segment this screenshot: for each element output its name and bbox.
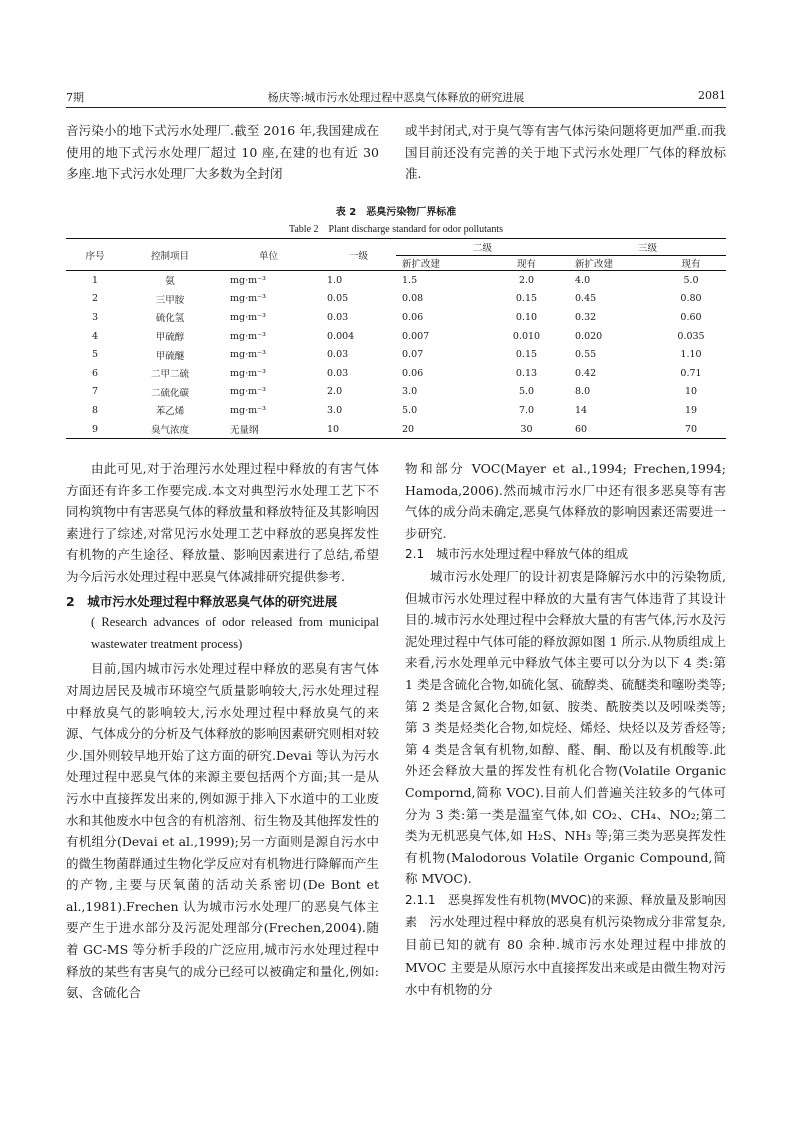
table-row [66,290,726,309]
subsubsection-title: 2.1.1 恶臭挥发性有机物(MVOC)的来源、释放量及影响因素 [405,892,726,930]
table-cell: 4 [91,330,99,342]
table-cell: 9 [66,420,124,439]
table-cell: 0.020 [575,330,603,342]
header-no: 序号 [66,239,124,271]
table-cell: 0.10 [515,311,538,323]
table-cell: 0.13 [515,367,538,379]
paragraph: 或半封闭式,对于臭气等有害气体污染问题将更加严重.而我国目前还没有完善的关于地下式污水处理厂气体的释放标准. [405,123,726,182]
top-right-text [405,120,726,185]
table-cell: mg·m⁻³ [230,386,266,398]
table-cell: 0.03 [327,311,349,323]
table-cell: 5 [91,349,99,361]
table-cell: 5.0 [402,404,418,416]
table-cell: 甲硫醚 [155,350,185,362]
table-cell: 3.0 [327,404,343,416]
paragraph: 由此可见,对于治理污水处理过程中释放的有害气体方面还有许多工作要完成.本文对典型污水处理工艺下不同构筑物中有害恶臭气体的释放量和释放特征及其影响因素进行了综述,对常见污水处理工艺中释放的恶臭挥发性有机物的产生途径、释放量、影响因素进行了总结,希望为今后污水处理过程中恶臭气体减排研究提供参考. [66,461,379,584]
table-cell: 0.03 [327,367,349,379]
table-cell: 20 [396,420,484,439]
page-number: 2081 [698,89,726,102]
table-cell: 8.0 [575,386,591,398]
table-cell: mg·m⁻³ [230,367,266,379]
table-cell: 氨 [165,276,175,288]
table-cell: 0.07 [402,349,424,361]
header-grade3-existing: 现有 [656,256,726,271]
paragraph: 音污染小的地下式污水处理厂.截至 2016 年,我国建成在使用的地下式污水处理厂超过 10 座,在建的也有近 30 多座.地下式污水处理厂大多数为全封闭 [66,123,379,182]
table-cell: 2.0 [518,274,535,286]
table-cell: 无量纲 [216,420,321,439]
running-title: 杨庆等:城市污水处理过程中恶臭气体释放的研究进展 [267,91,525,104]
table-cell: 10 [321,420,396,439]
table-cell: 4.0 [575,274,591,286]
table-cell: 0.15 [515,349,538,361]
table-cell: mg·m⁻³ [230,293,266,305]
table-cell: mg·m⁻³ [230,311,266,323]
table-cell: 6 [91,367,99,379]
table-cell: 0.035 [677,330,705,342]
table-cell: 0.71 [680,367,702,379]
table-row [66,345,726,364]
table-cell: 0.45 [575,293,597,305]
table-cell: 1 [91,274,99,286]
header-unit: 单位 [216,239,321,271]
table-cell: 苯乙烯 [155,406,185,418]
table-row [66,401,726,420]
header-grade2: 二级 [396,239,569,256]
table-cell: 14 [575,404,588,416]
top-left-text [66,120,379,185]
table-row [66,364,726,383]
header-item: 控制项目 [124,239,216,271]
table-cell: 3.0 [402,386,418,398]
table-caption-cn: 表 2 恶臭污染物厂界标准 [335,207,457,218]
table-cell: 0.80 [680,293,702,305]
table-cell: 2 [91,293,99,305]
table-cell: 1.0 [327,274,343,286]
table-cell: 0.007 [402,330,430,342]
table-cell: 30 [484,420,569,439]
table-cell: 甲硫醇 [155,332,185,344]
table-cell: 8 [91,404,99,416]
table-cell: 硫化氢 [155,313,185,325]
table-cell: 臭气浓度 [124,420,216,439]
table-cell: 0.06 [402,311,424,323]
table-cell: 5.0 [518,386,535,398]
header-grade3-new: 新扩改建 [569,256,656,271]
table-cell: 7.0 [518,404,535,416]
table-cell: 70 [656,420,726,439]
right-column [405,458,726,1002]
header-grade3: 三级 [569,239,726,256]
paragraph: 城市污水处理厂的设计初衷是降解污水中的污染物质,但城市污水处理过程中释放的大量有害气体违背了其设计目的.城市污水处理过程中会释放大量的有害气体,污水及污泥处理过程中气体可能的释放源如图 1 所示.从物质组成上来看,污水处理单元中释放气体主要可以分为以下 4 类:第 1 类是含硫化合物,如硫化氢、硫醇类、硫醚类和噻吩类等;第 2 类是含氮化合物,如氨、胺类、酰胺类以及吲哚类等;第 3 类是烃类化合物,如烷烃、烯烃、炔烃以及芳香烃等;第 4 类是含氧有机物,如醇、醛、酮、酚以及有机酸等.此外还会释放大量的挥发性有机化合物(Volatile Organic Compornd,简称 VOC).目前人们普遍关注较多的气体可分为 3 类:第一类是温室气体,如 CO₂、CH₄、NO₂;第二类为无机恶臭气体,如 H₂S、NH₃ 等;第三类为恶臭挥发性有机物(Malodorous Volatile Organic Compound,简称 MVOC). [405,568,726,887]
table-cell: 三甲胺 [155,294,185,306]
subsubsection-heading [405,890,726,1002]
table-cell: mg·m⁻³ [230,404,266,416]
header-grade2-existing: 现有 [484,256,569,271]
table-row [66,271,726,290]
issue-number: 7期 [66,91,84,104]
table-cell: 0.15 [515,293,538,305]
paragraph: 物和部分 VOC(Mayer et al.,1994; Frechen,1994; Hamoda,2006).然而城市污水厂中还有很多恶臭等有害气体的成分尚未确定,恶臭气体释放的影响因素还需要进一步研究. [405,461,726,541]
table-row [66,308,726,327]
table-cell: 2.0 [327,386,343,398]
header-grade1: 一级 [321,239,396,271]
table-row [66,327,726,346]
table-cell: 0.42 [575,367,597,379]
section-heading-en: ( Research advances of odor released from municipal wastewater treatment process) [91,615,379,651]
table-caption-en: Table 2 Plant discharge standard for odor pollutants [288,224,504,235]
table-cell: 60 [569,420,656,439]
table-cell: 5.0 [683,274,699,286]
table-cell: 0.004 [327,330,355,342]
table-cell: 0.32 [575,311,597,323]
header-grade2-new: 新扩改建 [396,256,484,271]
table-cell: 3 [91,311,99,323]
table-cell: mg·m⁻³ [230,349,266,361]
table-row [66,383,726,402]
left-column [66,458,379,1004]
table-cell: 二硫化碳 [150,387,189,399]
table-cell: 19 [684,404,698,416]
table-row [66,420,726,439]
table-cell: 0.60 [680,311,702,323]
table-cell: mg·m⁻³ [230,330,266,342]
section-heading: 2 城市污水处理过程中释放恶臭气体的研究进展 [66,593,338,609]
running-header [66,89,726,108]
table-cell: 10 [684,386,698,398]
table-cell: 0.06 [402,367,424,379]
table-cell: 1.5 [402,274,418,286]
odor-standard-table [66,238,726,439]
table-cell: 1.10 [680,349,702,361]
paragraph: 目前,国内城市污水处理过程中释放的恶臭有害气体对周边居民及城市环境空气质量影响较大,污水处理过程中释放臭气的影响较大,污水处理过程中释放臭气的来源、气体成分的分析及气体释放的影响因素研究则相对较少.国外则较早地开始了这方面的研究.Devai 等认为污水处理过程中恶臭气体的来源主要包括两个方面;其一是从污水中直接挥发出来的,例如源于排入下水道中的工业废水和其他废水中包含的有机溶剂、衍生物及其他挥发性的有机组分(Devai et al.,1999);另一方面则是源自污水中的微生物菌群通过生物化学反应对有机物进行降解而产生的产物,主要与厌氧菌的活动关系密切(De Bont et al.,1981).Frechen 认为城市污水处理厂的恶臭气体主要产生于进水部分及污泥处理部分(Frechen,2004).随着 GC-MS 等分析手段的广泛应用,城市污水处理过程中释放的某些有害臭气的成分已经可以被确定和量化,例如:氨、含硫化合 [66,661,379,1001]
paragraph-inline: 污水处理过程中释放的恶臭有机污染物成分非常复杂,目前已知的就有 80 余种.城市污水处理过程中排放的 MVOC 主要是从原污水中直接挥发出来或是由微生物对污水中有机物的分 [405,914,726,998]
table-cell: mg·m⁻³ [230,274,266,286]
table-cell: 二甲二硫 [150,369,189,381]
subsection-heading: 2.1 城市污水处理过程中释放气体的组成 [405,547,629,562]
table-cell: 0.05 [327,293,349,305]
table-cell: 0.08 [402,293,424,305]
table-cell: 0.03 [327,349,349,361]
table-cell: 0.010 [512,330,541,342]
table-cell: 0.55 [575,349,597,361]
table-cell: 7 [91,386,99,398]
